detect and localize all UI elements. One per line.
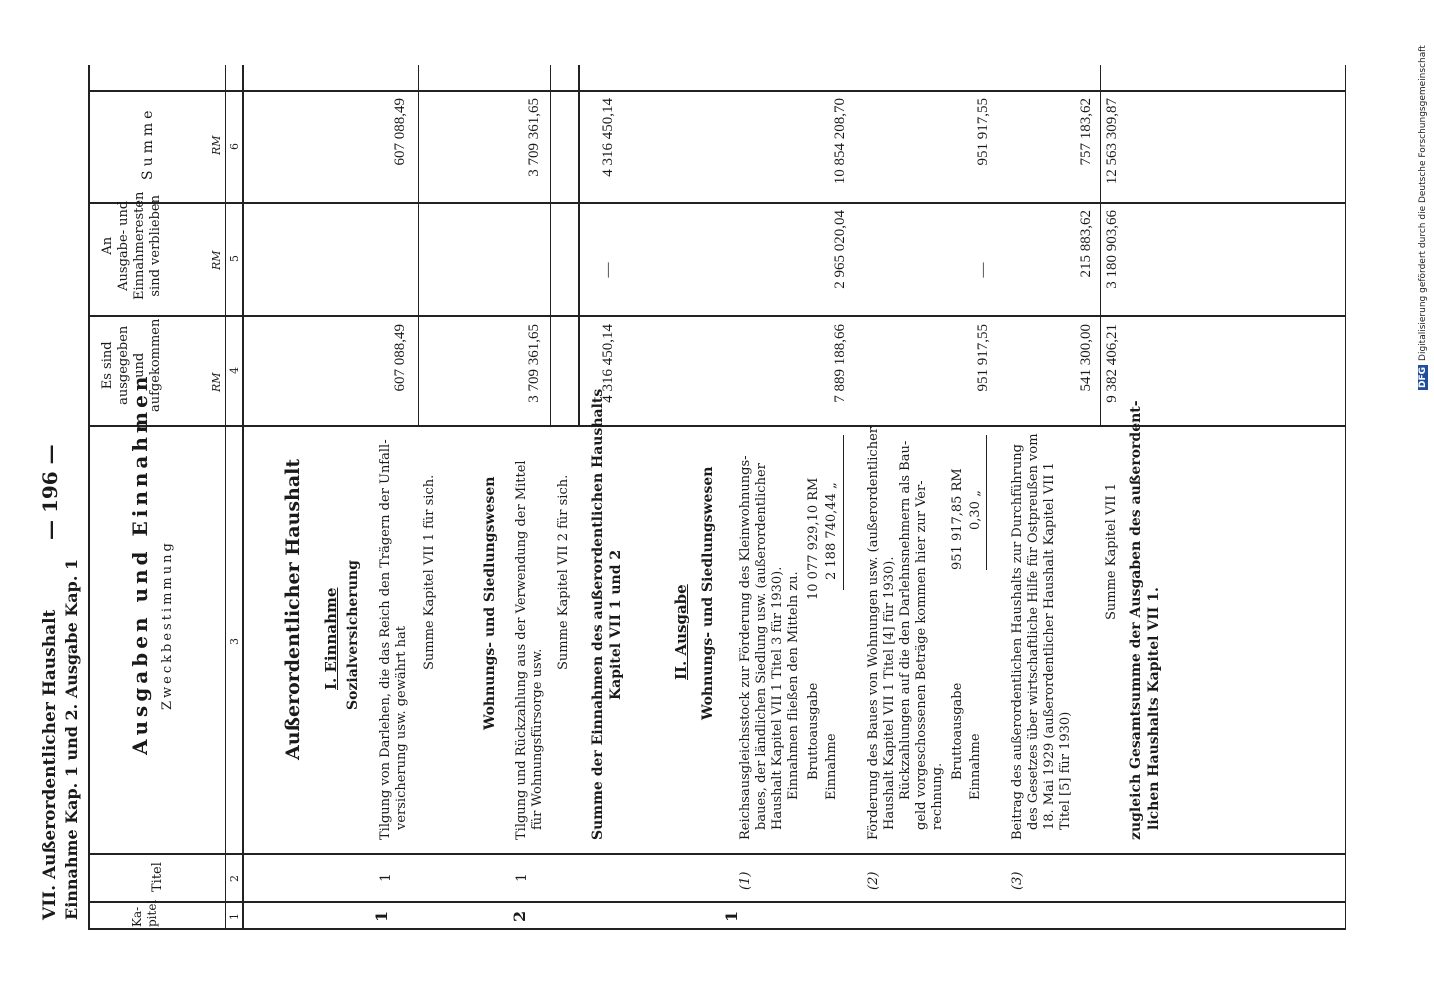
einnahme-heading: I. Einnahme [322,587,340,690]
table-top-rule [88,65,90,930]
ein-sum-c6: 4 316 450,14 [600,98,616,177]
a2-c4: 951 917,55 [975,324,991,392]
ein-sum-c4: 4 316 450,14 [600,324,616,403]
kap1-titel: 1 [378,873,394,882]
side-note [1418,10,1434,390]
a3-number: (3) [1010,871,1025,890]
kap2-titel: 1 [514,873,530,882]
kap2-sum-label: Summe Kapitel VII 2 für sich. [556,474,571,670]
col-divider-6 [88,90,1345,92]
col-divider-1 [88,901,1345,903]
aus-sum-c4: 9 382 406,21 [1104,324,1120,403]
ausgabe-heading: II. Ausgabe [672,584,690,680]
a2-line2: Haushalt Kapitel VII 1 Titel [4] für 1930). [882,556,897,830]
col-divider-0 [88,928,1345,930]
a1-line2: baues, der ländlichen Siedlung usw. (außerordentlicher [754,463,769,830]
unit-c5: RM [210,250,223,270]
ein-sum-line2: Kapitel VII 1 und 2 [608,549,624,700]
kap2-number: 2 [510,910,529,922]
colnum-5: 5 [228,255,241,262]
a1-c6: 10 854 208,70 [832,98,848,185]
colnum-3: 3 [228,638,241,645]
kap2-text2: für Wohnungsfürsorge usw. [530,648,545,830]
a1-line4: Einnahmen fließen den Mitteln zu. [786,571,801,800]
colnum-4: 4 [228,367,241,374]
col-divider-2 [88,853,1345,855]
a1-brutto-label: Bruttoausgabe [806,682,821,780]
section-title: Außerordentlicher Haushalt [282,458,304,760]
gesamt-line2: lichen Haushalts Kapitel VII 1. [1146,587,1162,830]
side-note-caption: Digitalisierung gefördert durch die Deutsche Forschungsgemeinschaft [1418,45,1428,361]
col-header-reste: An Ausgabe- und Einnahmeresten sind verblieben [100,191,163,300]
colnum-6: 6 [228,143,241,150]
gesamt-line1: zugleich Gesamtsumme der Ausgaben des außerordent- [1128,400,1144,840]
a1-rule [843,435,844,590]
kap2-c4: 3 709 361,65 [526,324,542,403]
a1-line3: Haushalt Kapitel VII 1 Titel 3 für 1930). [770,566,785,830]
kap2-c6: 3 709 361,65 [526,98,542,177]
a3-c4: 541 300,00 [1078,324,1094,392]
aus-sum-c6: 12 563 309,87 [1104,98,1120,185]
ein-sum-rule [578,65,580,427]
ein-sum-c5: — [600,262,616,278]
aus-sum-c5: 3 180 903,66 [1104,210,1120,289]
col-header-titel: Titel [150,862,165,892]
a1-einnahme-label: Einnahme [824,733,839,800]
a2-einnahme-label: Einnahme [968,733,983,800]
col-header-summe: Summe [140,106,156,180]
kap1-text1: Tilgung von Darlehen, die das Reich den Trägern der Unfall- [378,439,393,840]
kap1-text2: versicherung usw. gewährt hat [394,626,409,830]
page-number: — 196 — [38,444,62,540]
side-note-text [1418,10,1428,390]
a2-line1: Förderung des Baues von Wohnungen usw. (außerordentlicher [866,427,881,840]
a3-line1: Beitrag des außerordentlichen Haushalts zur Durchführung [1010,444,1025,840]
a3-c5: 215 883,62 [1078,210,1094,278]
a1-c4: 7 889 188,66 [832,324,848,403]
kap2-text1: Tilgung und Rückzahlung aus der Verwendung der Mittel [514,460,529,840]
colnum-1: 1 [228,913,241,920]
a2-c5: — [975,262,991,278]
a3-line3: 18. Mai 1929 (außerordentlicher Haushalt Kapitel VII 1 [1042,462,1057,830]
a3-c6: 757 183,62 [1078,98,1094,166]
a3-line2: des Gesetzes über wirtschaftliche Hilfe für Ostpreußen vom [1026,433,1041,830]
wohn-heading: Wohnungs- und Siedlungswesen [482,476,498,730]
a1-c5: 2 965 020,04 [832,210,848,289]
dfg-logo: DFG [1418,366,1428,388]
ein-sum-line1: Summe der Einnahmen des außerordentlichen Haushalts [590,388,606,840]
col-divider-3 [88,425,1345,427]
a2-line5: rechnung. [930,762,945,830]
kap1-rule [418,65,419,427]
aus-sum-label: Summe Kapitel VII 1 [1104,483,1119,620]
a1-line1: Reichsausgleichsstock zur Förderung des Kleinwohnungs- [738,455,753,840]
a2-line3: Rückzahlungen auf die den Darlehnsnehmern als Bau- [898,440,913,800]
col-divider-4 [88,315,1345,317]
colnum-rule [225,65,226,930]
header-line2: Einnahme Kap. 1 und 2. Ausgabe Kap. 1 [62,558,81,920]
a1-einnahme-value: 2 188 740,44 „ [824,482,839,580]
col-header-ausgegeben: Es sind ausgegeben und aufgekommen [100,318,163,412]
col-header-zweck: Zweckbestimmung [160,540,175,710]
unit-c4: RM [210,372,223,392]
header-line1: VII. Außerordentlicher Haushalt [40,609,60,920]
col-divider-5 [88,202,1345,204]
table-bottom-rule [1345,65,1346,930]
kap1-c6: 607 088,49 [392,98,408,166]
sozial-heading: Sozialversicherung [345,560,361,710]
aus-kap-number: 1 [722,910,741,922]
a2-number: (2) [866,871,881,890]
kap1-sum-label: Summe Kapitel VII 1 für sich. [422,474,437,670]
a2-einnahme-value: 0,30 „ [968,490,983,530]
kap2-rule [550,65,551,427]
a2-brutto-value: 951 917,85 RM [950,468,965,570]
kap1-c4: 607 088,49 [392,324,408,392]
unit-c6: RM [210,135,223,155]
col-header-kapitel: Ka- pitel [130,899,159,927]
a2-line4: geld vorgeschossenen Beträge kommen hier zur Ver- [914,480,929,830]
aus-wohn-heading: Wohnungs- und Siedlungswesen [700,466,716,720]
a1-brutto-value: 10 077 929,10 RM [806,477,821,600]
a2-c6: 951 917,55 [975,98,991,166]
aus-sum-rule [1100,65,1101,427]
a2-rule [986,435,987,570]
colnum-2: 2 [228,875,241,882]
a2-brutto-label: Bruttoausgabe [950,682,965,780]
kap1-number: 1 [372,910,391,922]
header-bottom-rule [242,65,244,930]
col-header-ausgaben: Ausgaben und Einnahmen [128,372,152,755]
a3-line4: Titel [5] für 1930) [1058,711,1073,830]
a1-number: (1) [738,871,753,890]
